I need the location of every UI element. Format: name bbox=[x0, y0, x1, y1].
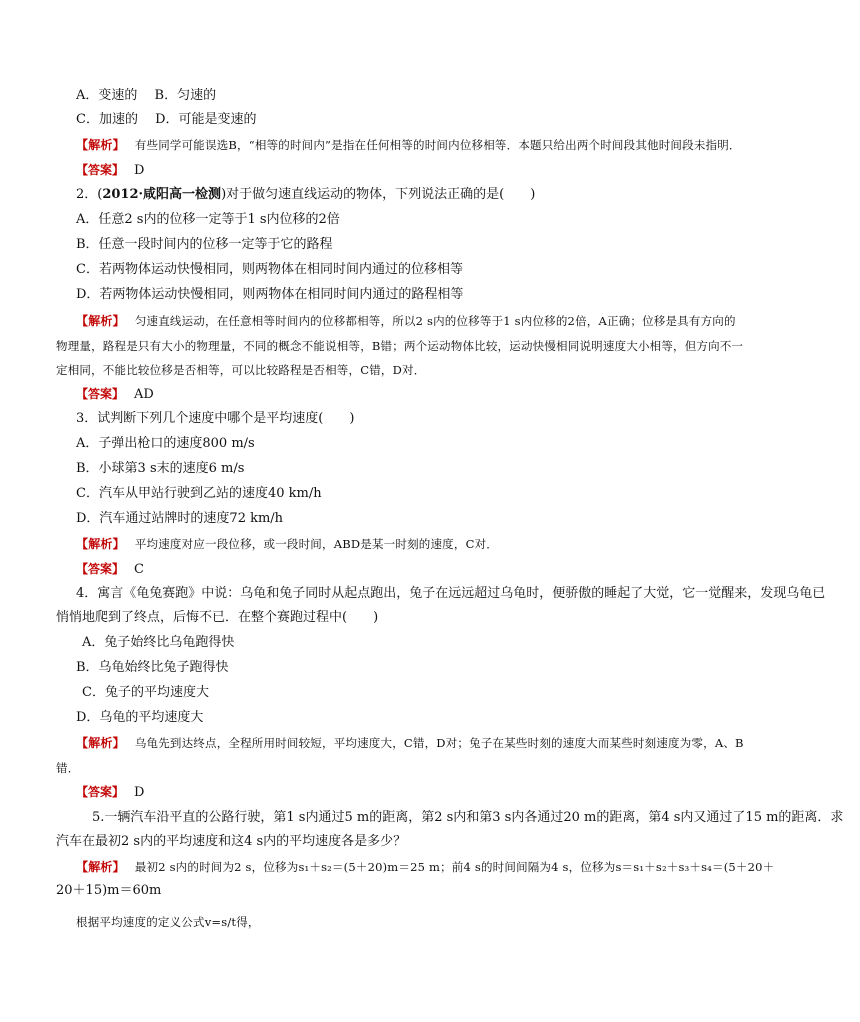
answer-tag: 【答案】 bbox=[76, 562, 125, 576]
analysis-tag: 【解析】 bbox=[76, 537, 125, 551]
q2-analysis-text-1: 匀速直线运动，在任意相等时间内的位移都相等，所以2 s内的位移等于1 s内位移的2倍，A正确；位移是具有方向的 bbox=[134, 314, 736, 328]
q3-analysis bbox=[76, 536, 836, 552]
q3-answer-text: C bbox=[134, 562, 144, 577]
q4-option-b: B．乌龟始终比兔子跑得快 bbox=[76, 660, 229, 675]
q2-analysis-line-3: 定相同，不能比较位移是否相等，可以比较路程是否相等，C错，D对． bbox=[56, 363, 426, 377]
analysis-tag: 【解析】 bbox=[76, 860, 125, 874]
q3-option-b: B．小球第3 s末的速度6 m/s bbox=[76, 461, 245, 476]
q4-stem-line-1: 4．寓言《龟兔赛跑》中说：乌龟和兔子同时从起点跑出，兔子在远远超过乌龟时，便骄傲的睡起了大觉，它一觉醒来，发现乌龟已 bbox=[76, 586, 826, 601]
q3-answer bbox=[76, 561, 836, 578]
q1-analysis bbox=[76, 137, 836, 153]
q4-analysis-line-2: 错． bbox=[56, 761, 80, 775]
answer-tag: 【答案】 bbox=[76, 163, 125, 177]
q2-stem-text: )对于做匀速直线运动的物体，下列说法正确的是( ) bbox=[221, 187, 536, 202]
q4-answer bbox=[76, 784, 836, 801]
q4-stem-line-2: 悄悄地爬到了终点，后悔不已．在整个赛跑过程中( ) bbox=[56, 610, 379, 625]
q5-stem-line-2: 汽车在最初2 s内的平均速度和这4 s内的平均速度各是多少？ bbox=[56, 834, 407, 849]
q1-answer-text: D bbox=[134, 163, 145, 178]
q2-answer bbox=[76, 386, 836, 403]
q5-stem-line-1: 5.一辆汽车沿平直的公路行驶，第1 s内通过5 m的距离，第2 s内和第3 s内各通过20 m的距离，第4 s内又通过了15 m的距离．求 bbox=[92, 810, 844, 825]
q5-analysis bbox=[76, 859, 836, 875]
q3-option-d: D．汽车通过站牌时的速度72 km/h bbox=[76, 511, 284, 526]
q2-option-a: A．任意2 s内的位移一定等于1 s内位移的2倍 bbox=[76, 212, 340, 227]
q4-option-d: D．乌龟的平均速度大 bbox=[76, 710, 204, 725]
q2-source: 2012·咸阳高一检测 bbox=[102, 187, 222, 202]
q4-analysis-text-1: 乌龟先到达终点，全程所用时间较短，平均速度大，C错，D对；兔子在某些时刻的速度大而某些时刻速度为零，A、B bbox=[134, 736, 744, 750]
q3-option-a: A．子弹出枪口的速度800 m/s bbox=[76, 436, 255, 451]
q2-number: 2．( bbox=[76, 187, 103, 202]
q4-analysis bbox=[76, 735, 836, 751]
q2-analysis-line-2: 物理量，路程是只有大小的物理量，不同的概念不能说相等，B错；两个运动物体比较，运动快慢相同说明速度大小相等，但方向不一 bbox=[56, 339, 744, 353]
q5-analysis-line-3: 根据平均速度的定义公式v=s/t得， bbox=[76, 915, 260, 929]
q5-analysis-line-2: 20＋15)m＝60m bbox=[56, 883, 162, 898]
q2-stem bbox=[76, 187, 836, 203]
q4-option-c: C．兔子的平均速度大 bbox=[82, 685, 209, 700]
q2-option-d: D．若两物体运动快慢相同，则两物体在相同时间内通过的路程相等 bbox=[76, 287, 464, 302]
answer-tag: 【答案】 bbox=[76, 785, 125, 799]
q4-answer-text: D bbox=[134, 785, 145, 800]
q2-analysis bbox=[76, 313, 836, 329]
answer-tag: 【答案】 bbox=[76, 387, 125, 401]
q2-option-b: B．任意一段时间内的位移一定等于它的路程 bbox=[76, 237, 333, 252]
q3-stem: 3．试判断下列几个速度中哪个是平均速度( ) bbox=[76, 411, 355, 426]
q3-option-c: C．汽车从甲站行驶到乙站的速度40 km/h bbox=[76, 486, 322, 501]
analysis-tag: 【解析】 bbox=[76, 736, 125, 750]
q2-answer-text: AD bbox=[134, 387, 154, 402]
q1-options-cd: C．加速的 D．可能是变速的 bbox=[76, 112, 257, 127]
analysis-tag: 【解析】 bbox=[76, 314, 125, 328]
q1-options-ab: A．变速的 B．匀速的 bbox=[76, 88, 217, 103]
q2-option-c: C．若两物体运动快慢相同，则两物体在相同时间内通过的位移相等 bbox=[76, 262, 463, 277]
q1-analysis-text: 有些同学可能误选B，“相等的时间内”是指在任何相等的时间内位移相等．本题只给出两个时间段其他时间段未指明． bbox=[134, 138, 741, 152]
q5-analysis-text-1: 最初2 s内的时间为2 s，位移为s₁＋s₂＝(5＋20)m＝25 m；前4 s的时间间隔为4 s，位移为s＝s₁＋s₂＋s₃＋s₄＝(5＋20＋ bbox=[134, 860, 775, 874]
analysis-tag: 【解析】 bbox=[76, 138, 125, 152]
q4-option-a: A．兔子始终比乌龟跑得快 bbox=[82, 635, 235, 650]
q1-answer bbox=[76, 162, 836, 179]
q3-analysis-text: 平均速度对应一段位移，或一段时间，ABD是某一时刻的速度，C对． bbox=[134, 537, 498, 551]
